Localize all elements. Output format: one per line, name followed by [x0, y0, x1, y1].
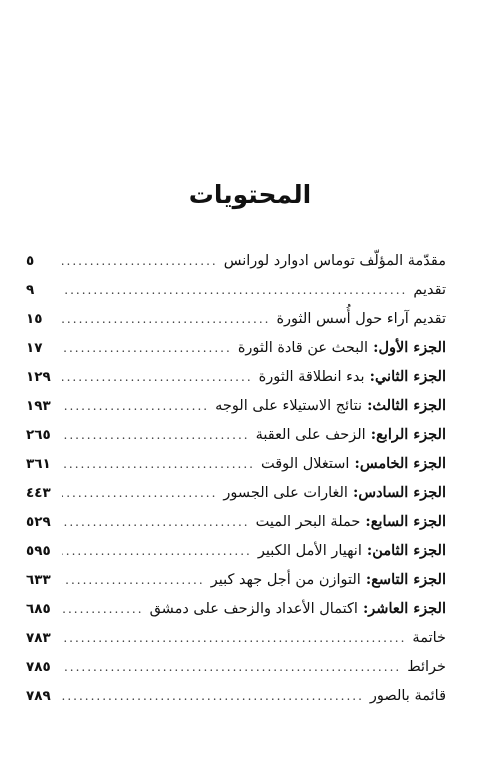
toc-entry-part-label: الجزء الأول:	[368, 339, 446, 356]
toc-page-number: ٦٨٥	[26, 601, 51, 617]
toc-page-number: ٩	[26, 282, 35, 298]
toc-entry-part-label: الجزء الثاني:	[364, 368, 446, 385]
toc-entry-label: نتائج الاستيلاء على الوجه	[215, 398, 363, 414]
toc-entry-label: الغارات على الجسور	[223, 485, 348, 501]
toc-page-number: ١٧	[26, 340, 43, 356]
toc-page-number: ٧٨٩	[26, 688, 51, 704]
toc-page-number: ٧٨٣	[26, 630, 51, 646]
toc-entry-title	[238, 339, 446, 356]
toc-entry[interactable]	[26, 600, 446, 629]
toc-entry-label: اكتمال الأعداد والزحف على دمشق	[149, 601, 358, 617]
toc-dot-leader	[62, 602, 144, 616]
toc-page-number: ٦٣٣	[26, 572, 51, 588]
toc-entry[interactable]	[26, 629, 446, 658]
toc-entry-part-label: الجزء الرابع:	[365, 426, 446, 443]
toc-entry-label: قائمة بالصور	[369, 688, 446, 704]
toc-entry-label: مقدّمة المؤلّف توماس ادوارد لورانس	[223, 253, 446, 269]
toc-entry-label: الزحف على العقبة	[255, 427, 366, 443]
toc-entry[interactable]	[26, 368, 446, 397]
toc-entry[interactable]	[26, 397, 446, 426]
toc-entry-label: البحث عن قادة الثورة	[237, 340, 369, 356]
toc-dot-leader	[62, 370, 253, 384]
toc-dot-leader	[62, 660, 401, 674]
toc-dot-leader	[62, 399, 209, 413]
toc-entry[interactable]	[26, 426, 446, 455]
toc-entry[interactable]	[26, 571, 446, 600]
page-title: المحتويات	[188, 180, 312, 209]
toc-entry-title	[259, 368, 446, 385]
toc-page-number: ١٢٩	[26, 369, 51, 385]
toc-entry-part-label: الجزء العاشر:	[357, 600, 446, 617]
toc-entry-title	[276, 310, 446, 327]
toc-entry[interactable]	[26, 252, 446, 281]
toc-entry-part-label: الجزء الثالث:	[362, 397, 446, 414]
toc-entry-part-label: الجزء الثامن:	[361, 542, 446, 559]
toc-page-number: ٧٨٥	[26, 659, 51, 675]
toc-dot-leader	[62, 254, 218, 268]
toc-entry-title	[224, 252, 446, 269]
toc-dot-leader	[62, 457, 255, 471]
toc-page-number: ٢٦٥	[26, 427, 51, 443]
toc-entry-label: تقديم	[413, 282, 446, 298]
toc-entry[interactable]	[26, 513, 446, 542]
toc-dot-leader	[62, 631, 406, 645]
toc-dot-leader	[62, 486, 217, 500]
toc-dot-leader	[62, 689, 364, 703]
toc-page-number: ٥٩٥	[26, 543, 51, 559]
toc-page-number: ١٥	[26, 311, 43, 327]
toc-entry-title	[215, 397, 446, 414]
toc-entry-label: بدء انطلاقة الثورة	[258, 369, 365, 385]
toc-entry-title	[256, 426, 446, 443]
toc-entry-title	[211, 571, 446, 588]
toc-page-number: ٥٢٩	[26, 514, 51, 530]
toc-entry[interactable]	[26, 542, 446, 571]
toc-dot-leader	[62, 515, 250, 529]
toc-entry-title	[223, 484, 446, 501]
toc-entry[interactable]	[26, 310, 446, 339]
toc-entry-label: تقديم آراء حول أُسس الثورة	[276, 311, 446, 327]
toc-page-number: ٤٤٣	[26, 485, 51, 501]
toc-entry-label: خاتمة	[412, 630, 446, 646]
toc-entry-title	[256, 513, 446, 530]
toc-entry-part-label: الجزء التاسع:	[360, 571, 446, 588]
toc-entry-title	[412, 629, 446, 646]
toc-entry-title	[413, 281, 446, 298]
toc-dot-leader	[62, 573, 205, 587]
toc-entry-label: التوازن من أجل جهد كبير	[210, 572, 361, 588]
toc-entry-label: حملة البحر الميت	[255, 514, 361, 530]
toc-entry[interactable]	[26, 339, 446, 368]
toc-entry[interactable]	[26, 484, 446, 513]
toc-entry[interactable]	[26, 687, 446, 716]
toc-page-number: ٥	[26, 253, 35, 269]
toc-entry-part-label: الجزء السادس:	[347, 484, 446, 501]
toc-entry-title	[258, 542, 446, 559]
toc-entry-title	[407, 658, 446, 675]
toc-dot-leader	[62, 312, 270, 326]
toc-dot-leader	[62, 341, 232, 355]
toc-entry[interactable]	[26, 281, 446, 310]
toc-dot-leader	[62, 544, 252, 558]
toc-page-number: ٣٦١	[26, 456, 51, 472]
toc-entry-label: خرائط	[407, 659, 446, 675]
toc-entry-title	[150, 600, 446, 617]
toc-dot-leader	[62, 428, 250, 442]
toc-entry-label: انهيار الأمل الكبير	[257, 543, 362, 559]
toc-entry-part-label: الجزء الخامس:	[349, 455, 446, 472]
toc-entry[interactable]	[26, 658, 446, 687]
table-of-contents	[26, 252, 446, 716]
toc-entry-title	[261, 455, 446, 472]
toc-page-number: ١٩٣	[26, 398, 51, 414]
toc-entry-label: استغلال الوقت	[260, 456, 350, 472]
toc-entry-title	[370, 687, 446, 704]
toc-dot-leader	[62, 283, 407, 297]
toc-entry-part-label: الجزء السابع:	[360, 513, 446, 530]
toc-entry[interactable]	[26, 455, 446, 484]
